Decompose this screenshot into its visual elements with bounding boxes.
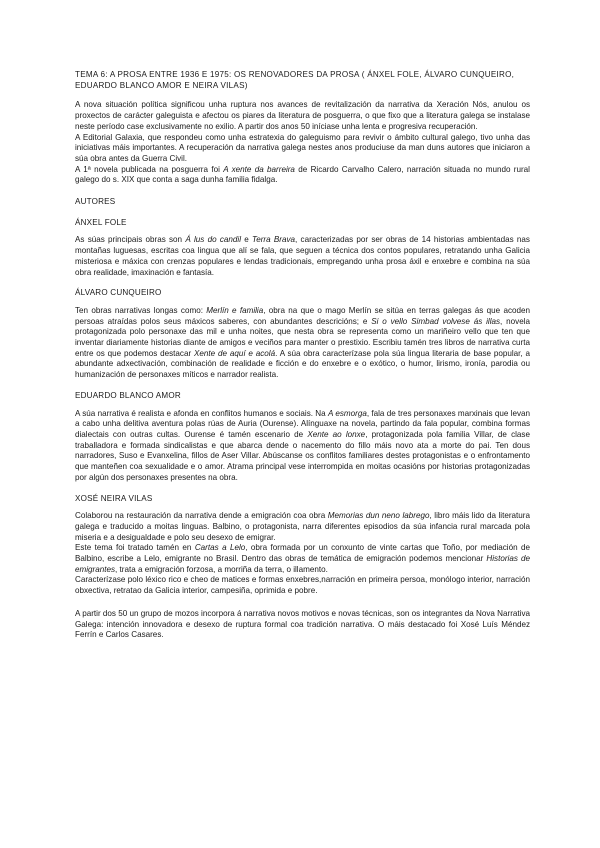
intro-section: [75, 100, 530, 186]
text-run: A súa narrativa é realista e afonda en conflitos humanos e sociais. Na: [75, 408, 328, 418]
work-title: Terra Brava: [252, 235, 296, 245]
text-run: , libro máis lido da literatura galega e traducido a moitas linguas. Balbino, o protagonista, narra diferentes episodios da súa infancia rural marcada pola miseria e a desigualdade e polo seu desexo de emigrar.: [75, 511, 530, 542]
text-run: , obra formada por un conxunto de vinte cartas que Toño, por mediación de Balbino, escribe a Lelo, emigrante no Brasil. Dentro das obras de temática de emigración podemos mencionar: [75, 543, 531, 564]
work-title: Cartas a Lelo: [194, 543, 246, 553]
text-run: Este tema foi tratado tamén en: [75, 543, 195, 553]
cunqueiro-paragraph: [75, 306, 530, 381]
fole-heading: ÁNXEL FOLE: [75, 217, 127, 227]
work-title: Memorias dun neno labrego: [327, 511, 430, 521]
neira-section: [75, 494, 530, 597]
closing-paragraph: A partir dos 50 un grupo de mozos incorpora á narrativa novos motivos e novas técnicas, son os integrantes da Nova Narrativa Galega: intención innovadora e desexo de ruptura formal coa tradición narrativa. O máis destacado foi Xosé Luís Méndez Ferrín e Carlos Casares.: [75, 608, 530, 640]
work-title: Xente de aquí e acolá: [194, 348, 276, 358]
text-run: . A súa obra caracterízase pola súa lingua literaria de base popular, a abundante adxectivación, combinación de realidade e ficción e do enxebre e o exótico, o humor, lirismo, ironía, parodia ou humanización de personaxes míticos e narrador realista.: [75, 348, 530, 380]
document-title: TEMA 6: A PROSA ENTRE 1936 E 1975: OS RENOVADORES DA PROSA ( ÁNXEL FOLE, ÁLVARO CUNQUEIRO, EDUARDO BLANCO AMOR E NEIRA VILAS): [75, 70, 515, 90]
fole-paragraph: [75, 235, 530, 278]
work-title: A esmorga: [327, 408, 367, 418]
intro-paragraph-1: A nova situación política significou unha ruptura nos avances de revitalización da narrativa da Xeración Nós, anulou os proxectos de carácter galeguista e afectou os piares da literatura de posguerra, o que fixo que a literatura galega se instalase neste período case exclusivamente no exilio. A partir dos anos 50 iníciase unha lenta e progresiva recuperación.: [75, 100, 530, 131]
work-title: Si o vello Simbad volvese ás illas: [371, 316, 501, 326]
neira-paragraph-2: [75, 543, 530, 575]
text-run: , trata a emigración forzosa, a morriña da terra, o illamento.: [115, 564, 328, 574]
text-run: , caracterizadas por ser obras de 14 historias ambientadas nas montañas luguesas, escritas coa lingua que alí se fala, que seguen a técnica dos contos populares, retratando unha Galicia misteriosa e máxica con crenzas populares e lendas tradicionais, empregando unha prosa áxil e enxebre e combina na súa obra realidade, imaxinación e fantasía.: [75, 235, 530, 277]
blanco-section: [75, 391, 530, 484]
text-run: , novela protagonizada polo personaxe das mil e unha noites, que nesta obra se representa como un mariñeiro vello que ten que inventar diariamente historias diante de amigos e veciños para manter o prestixio. Escribiu tamén tres libros de narrativa curta entre os que podemos destacar: [75, 316, 530, 358]
blanco-paragraph: [75, 409, 530, 484]
text-run: e: [241, 235, 253, 245]
neira-heading: XOSÉ NEIRA VILAS: [75, 493, 153, 503]
work-title: Xente ao lonxe: [307, 429, 366, 439]
text-run: As súas principais obras son: [75, 235, 186, 245]
fole-section: [75, 218, 530, 279]
neira-paragraph-3: Caracterízase polo léxico rico e cheo de matices e formas enxebres,narración en primeira persoa, monólogo interior, narración obxectiva, retratao da Galicia interior, campesiña, oprimida e pobre.: [75, 575, 530, 596]
text-run: de Ricardo Carvalho Calero, narración situada no mundo rural galego do s. XIX que conta a saga dunha familia fidalga.: [75, 164, 530, 185]
text-run: Colaborou na restauración da narrativa dende a emigración coa obra: [75, 511, 328, 521]
text-run: Ten obras narrativas longas como:: [75, 305, 207, 315]
cunqueiro-section: [75, 288, 530, 381]
text-run: , obra na que o mago Merlín se sitúa en terras galegas ás que acoden persoas atraídas polos seus máxicos saberes, con abundantes descricións; e: [75, 305, 531, 326]
blanco-heading: EDUARDO BLANCO AMOR: [75, 390, 181, 400]
text-run: A 1ª novela publicada na posguerra foi: [75, 164, 224, 174]
intro-paragraph-2: A Editorial Galaxia, que respondeu como unha estratexia do galeguismo para revivir o ámbito cultural galego, tivo unha das iniciativas máis importantes. A recuperación da narrativa galega nestes anos produciuse da man duns autores que iniciaron a súa obra antes da Guerra Civil.: [75, 132, 530, 163]
text-run: , protagonizada pola familia Villar, de clase traballadora e formada sindicalistas e que abarca dende o nacemento do fillo máis novo ata a morte do pai. Ten dous narradores, Suso e Evanxelina, fillos de Aser Villar. Abúscanse os conflitos familiares destes protagonistas e o enfrontamento que manteñen coa sexualidade e o amor. Atrama principal vese interrompida en moitas ocasións por historias protagonizadas por algún dos personaxes presentes na obra.: [75, 429, 530, 482]
work-title: Merlín e familia: [206, 305, 264, 315]
cunqueiro-heading: ÁLVARO CUNQUEIRO: [75, 288, 162, 298]
document-page: [75, 70, 530, 641]
work-title: A xente da barreira: [223, 164, 295, 174]
neira-paragraph-1: [75, 511, 530, 543]
work-title: Á lus do candil: [185, 235, 241, 245]
spacer: [75, 597, 530, 609]
autores-heading: AUTORES: [75, 197, 116, 207]
intro-paragraph-3: [75, 165, 530, 186]
work-title: Historias de emigrantes: [75, 554, 530, 574]
text-run: , fala de tres personaxes marxinais que levan a cabo unha delitiva aventura polas rúas de Auria (Ourense). Alínguaxe na novela, partindo da fala popular, combina formas dialectais con outras cultas. Ourense é tamén escenario de: [75, 408, 530, 439]
